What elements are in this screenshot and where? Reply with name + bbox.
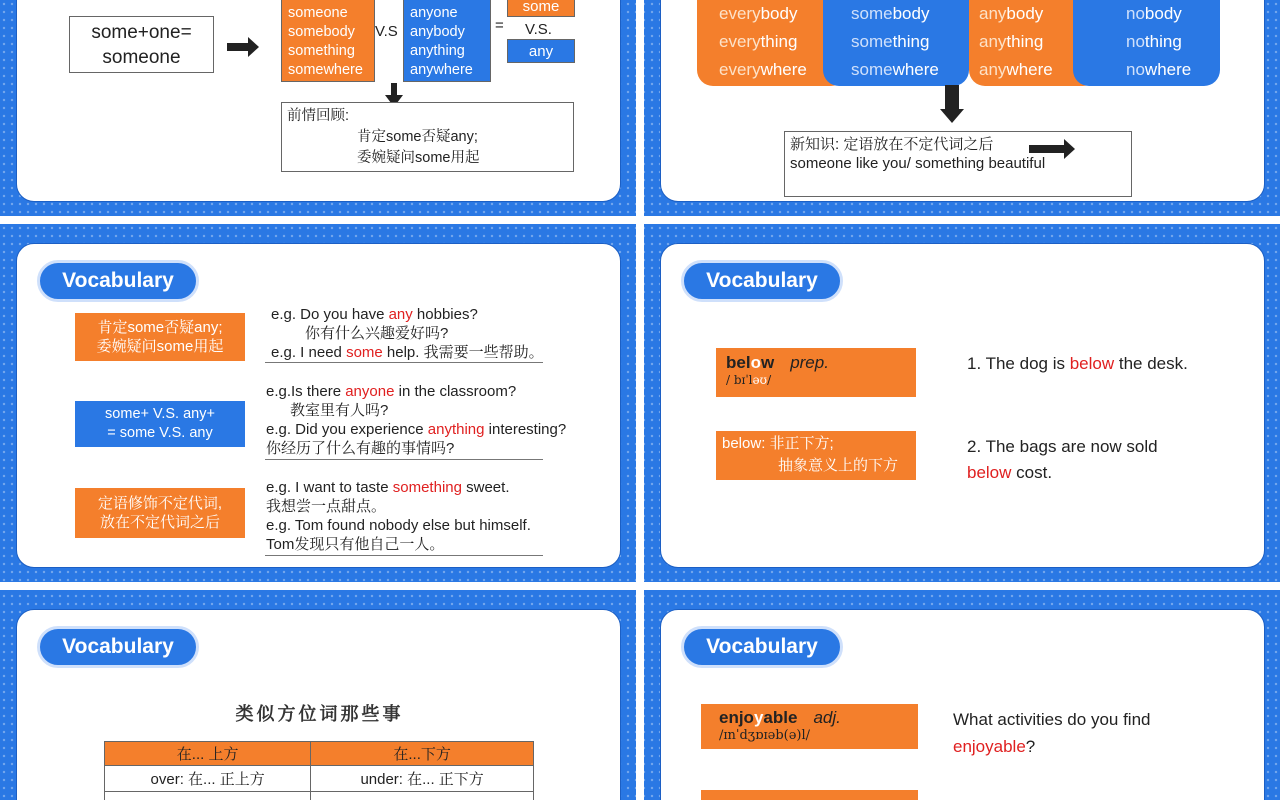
meaning-card bbox=[701, 790, 918, 800]
slide-thumbnail-2[interactable] bbox=[660, 0, 1265, 202]
arrow-down-head-icon bbox=[940, 109, 964, 123]
compound-word: nobody bbox=[1126, 4, 1182, 23]
slide-thumbnail-4[interactable] bbox=[660, 243, 1265, 568]
rule-box-1: 肯定some否疑any; 委婉疑问some用起 bbox=[75, 313, 245, 361]
panel-divider-vertical bbox=[636, 0, 644, 800]
vocabulary-title-pill: Vocabulary bbox=[37, 626, 199, 668]
word-card bbox=[701, 704, 918, 749]
table-row bbox=[105, 766, 534, 792]
formula-box: some+one= someone bbox=[69, 16, 214, 73]
phonetic: / bɪˈləʊ/ bbox=[726, 373, 772, 387]
word-card bbox=[716, 348, 916, 397]
any-words-box bbox=[403, 0, 491, 82]
example-sentence-2: 2. The bags are now sold below cost. bbox=[967, 437, 1158, 482]
rule-box-2: some+ V.S. any+ = some V.S. any bbox=[75, 401, 245, 447]
vs-label-2: V.S. bbox=[525, 21, 552, 38]
word: somewhere bbox=[288, 62, 363, 78]
meaning-line: below: 非正下方; bbox=[722, 435, 834, 452]
rule-box-3: 定语修饰不定代词, 放在不定代词之后 bbox=[75, 488, 245, 538]
new-knowledge-title: 新知识: 定语放在不定代词之后 bbox=[790, 136, 994, 153]
vocabulary-title-pill: Vocabulary bbox=[37, 260, 199, 302]
example-line: 你经历了什么有趣的事情吗? bbox=[266, 440, 455, 457]
new-knowledge-example: someone like you/ something beautiful bbox=[790, 155, 1046, 172]
review-box bbox=[281, 102, 574, 172]
headword: below prep. bbox=[726, 353, 829, 372]
headword: enjoyable adj. bbox=[719, 708, 841, 727]
arrow-down-icon bbox=[945, 85, 959, 111]
slide-thumbnail-5[interactable] bbox=[16, 609, 621, 800]
slide-thumbnail-6[interactable] bbox=[660, 609, 1265, 800]
example-question: What activities do you find enjoyable? bbox=[953, 710, 1151, 756]
some-words-box bbox=[281, 0, 375, 82]
divider-line bbox=[265, 459, 543, 460]
compound-word: everything bbox=[719, 32, 798, 51]
section-heading: 类似方位词那些事 bbox=[235, 704, 404, 724]
example-group-3 bbox=[266, 478, 531, 554]
compound-word: anything bbox=[979, 32, 1044, 51]
example-line: Tom发现只有他自己一人。 bbox=[266, 536, 445, 553]
compound-word: nowhere bbox=[1126, 60, 1192, 79]
word: something bbox=[288, 43, 355, 59]
vocabulary-title-pill: Vocabulary bbox=[681, 260, 843, 302]
arrow-right-icon bbox=[227, 43, 249, 51]
table-cell: over: 在... 正上方 bbox=[105, 766, 311, 792]
word: anywhere bbox=[410, 62, 473, 78]
compound-word: everybody bbox=[719, 4, 798, 23]
panel-divider-horizontal-1 bbox=[0, 216, 1280, 224]
meaning-card bbox=[716, 431, 916, 480]
table-header: 在...下方 bbox=[311, 742, 534, 766]
word: anything bbox=[410, 43, 465, 59]
compound-word: nothing bbox=[1126, 32, 1182, 51]
any-box: any bbox=[507, 39, 575, 63]
position-words-table bbox=[104, 741, 534, 800]
compound-word: anybody bbox=[979, 4, 1044, 23]
word: somebody bbox=[288, 24, 355, 40]
compound-word: somewhere bbox=[851, 60, 939, 79]
compound-word: everywhere bbox=[719, 60, 807, 79]
divider-line bbox=[265, 362, 543, 363]
review-line: 肯定some否疑any; bbox=[357, 129, 478, 145]
word: someone bbox=[288, 5, 348, 21]
some-box: some bbox=[507, 0, 575, 17]
example-line: e.g. Do you have any hobbies? bbox=[271, 306, 478, 323]
example-group-2 bbox=[266, 382, 566, 458]
word: anybody bbox=[410, 24, 465, 40]
word: anyone bbox=[410, 5, 458, 21]
example-line: e.g. Did you experience anything interesting? bbox=[266, 421, 567, 438]
compound-word: something bbox=[851, 32, 930, 51]
review-title: 前情回顾: bbox=[287, 108, 350, 124]
example-line: 你有什么兴趣爱好吗? bbox=[305, 325, 449, 342]
example-sentence-1: 1. The dog is below the desk. bbox=[967, 354, 1188, 373]
slide-thumbnail-3[interactable] bbox=[16, 243, 621, 568]
meaning-line: 抽象意义上的下方 bbox=[778, 457, 899, 474]
table-cell: under: 在... 正下方 bbox=[311, 766, 534, 792]
table-header: 在... 上方 bbox=[105, 742, 311, 766]
example-group-1 bbox=[271, 305, 544, 362]
example-line: e.g. I want to taste something sweet. bbox=[266, 479, 510, 496]
example-line: 教室里有人吗? bbox=[290, 402, 389, 419]
example-line: 我想尝一点甜点。 bbox=[266, 498, 387, 515]
slide-thumbnail-1[interactable] bbox=[16, 0, 621, 202]
panel-divider-horizontal-2 bbox=[0, 582, 1280, 590]
vs-label: V.S bbox=[375, 23, 398, 40]
review-line: 委婉疑问some用起 bbox=[357, 150, 480, 166]
example-line: e.g.Is there anyone in the classroom? bbox=[266, 383, 517, 400]
vocabulary-title-pill: Vocabulary bbox=[681, 626, 843, 668]
compound-word: anywhere bbox=[979, 60, 1053, 79]
arrow-right-icon bbox=[1029, 145, 1065, 153]
example-line: e.g. I need some help. 我需要一些帮助。 bbox=[271, 344, 544, 361]
new-knowledge-box bbox=[784, 131, 1132, 197]
phonetic: /ɪnˈdʒɒɪəb(ə)l/ bbox=[719, 728, 811, 743]
divider-line bbox=[265, 555, 543, 556]
equals-sign: = bbox=[495, 17, 504, 34]
table-row bbox=[105, 792, 534, 800]
compound-word: somebody bbox=[851, 4, 930, 23]
example-line: e.g. Tom found nobody else but himself. bbox=[266, 517, 531, 534]
